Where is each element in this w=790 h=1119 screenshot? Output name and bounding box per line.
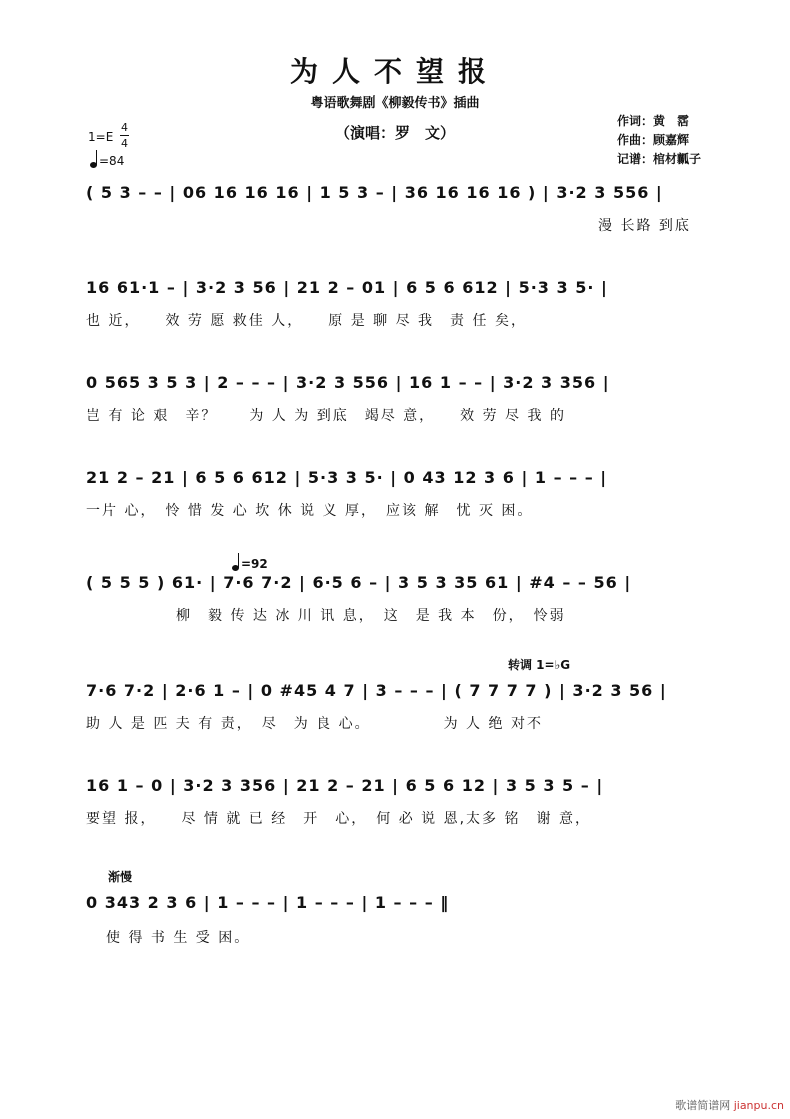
tempo-change-value: =92 [241, 557, 268, 571]
performer: （演唱：罗 文） [334, 124, 455, 142]
lyric-row-4: 一片 心， 怜 惜 发 心 坎 休 说 义 厚， 应该 解 忧 灭 困。 [86, 503, 534, 519]
lyric-row-7: 要望 报， 尽 情 就 已 经 开 心， 何 必 说 恩,太多 铭 谢 意， [86, 811, 591, 827]
song-subtitle: 粤语歌舞剧《柳毅传书》插曲 [310, 96, 480, 111]
credit-lyrics: 作词：黄 霑 [617, 114, 690, 128]
lyric-row-3: 岂 有 论 艰 辛？ 为 人 为 到底 竭尽 意， 效 劳 尽 我 的 [86, 408, 566, 424]
notation-row-3: 0 565 3 5 3 | 2 – – – | 3·2 3 556 | 16 1 – – | 3·2 3 356 | [86, 373, 610, 392]
notation-row-1: ( 5 3 – – | 06 16 16 16 | 1 5 3 – | 36 16 16 16 ) | 3·2 3 556 | [86, 183, 663, 202]
modulation-marking: 转调 1=♭G [508, 658, 571, 672]
time-signature-bottom: 4 [121, 137, 128, 150]
lyric-row-1: 漫 长路 到底 [598, 218, 691, 234]
credit-music: 作曲：顾嘉辉 [617, 133, 690, 147]
key-signature: 1=E [88, 130, 114, 144]
notation-row-5: ( 5 5 5 ) 61· | 7·6 7·2 | 6·5 6 – | 3 5 3 35 61 | #4 – – 56 | [86, 573, 632, 592]
time-signature [120, 120, 129, 151]
lyric-row-2: 也 近， 效 劳 愿 救佳 人， 原 是 聊 尽 我 责 任 矣， [86, 313, 527, 329]
tempo-value: =84 [99, 154, 125, 168]
notation-row-8: 0 343 2 3 6 | 1 – – – | 1 – – – | 1 – – – ‖ [86, 893, 450, 912]
tempo-change [232, 553, 268, 571]
quarter-note-icon [232, 553, 241, 571]
notation-row-4: 21 2 – 21 | 6 5 6 612 | 5·3 3 5· | 0 43 12 3 6 | 1 – – – | [86, 468, 608, 487]
watermark-url: jianpu.cn [733, 1099, 784, 1112]
lyric-row-8: 使 得 书 生 受 困。 [106, 930, 251, 946]
watermark-site: 歌谱简谱网 [675, 1099, 731, 1112]
credit-transcriber: 记谱：棺材瓤子 [617, 152, 702, 166]
watermark [675, 1097, 784, 1113]
time-signature-top: 4 [121, 121, 128, 134]
notation-row-7: 16 1 – 0 | 3·2 3 356 | 21 2 – 21 | 6 5 6 12 | 3 5 3 5 – | [86, 776, 604, 795]
notation-row-2: 16 61·1 – | 3·2 3 56 | 21 2 – 01 | 6 5 6 612 | 5·3 3 5· | [86, 278, 608, 297]
song-title: 为人不望报 [289, 55, 500, 88]
lyric-row-5: 柳 毅 传 达 冰 川 讯 息， 这 是 我 本 份， 怜弱 [176, 608, 566, 624]
notation-row-6: 7·6 7·2 | 2·6 1 – | 0 #45 4 7 | 3 – – – | ( 7 7 7 7 ) | 3·2 3 56 | [86, 681, 667, 700]
lyric-row-6: 助 人 是 匹 夫 有 责， 尽 为 良 心。 为 人 绝 对不 [86, 716, 543, 732]
quarter-note-icon [90, 150, 99, 168]
ritardando-marking: 渐慢 [108, 870, 133, 884]
tempo-marking [90, 150, 124, 168]
